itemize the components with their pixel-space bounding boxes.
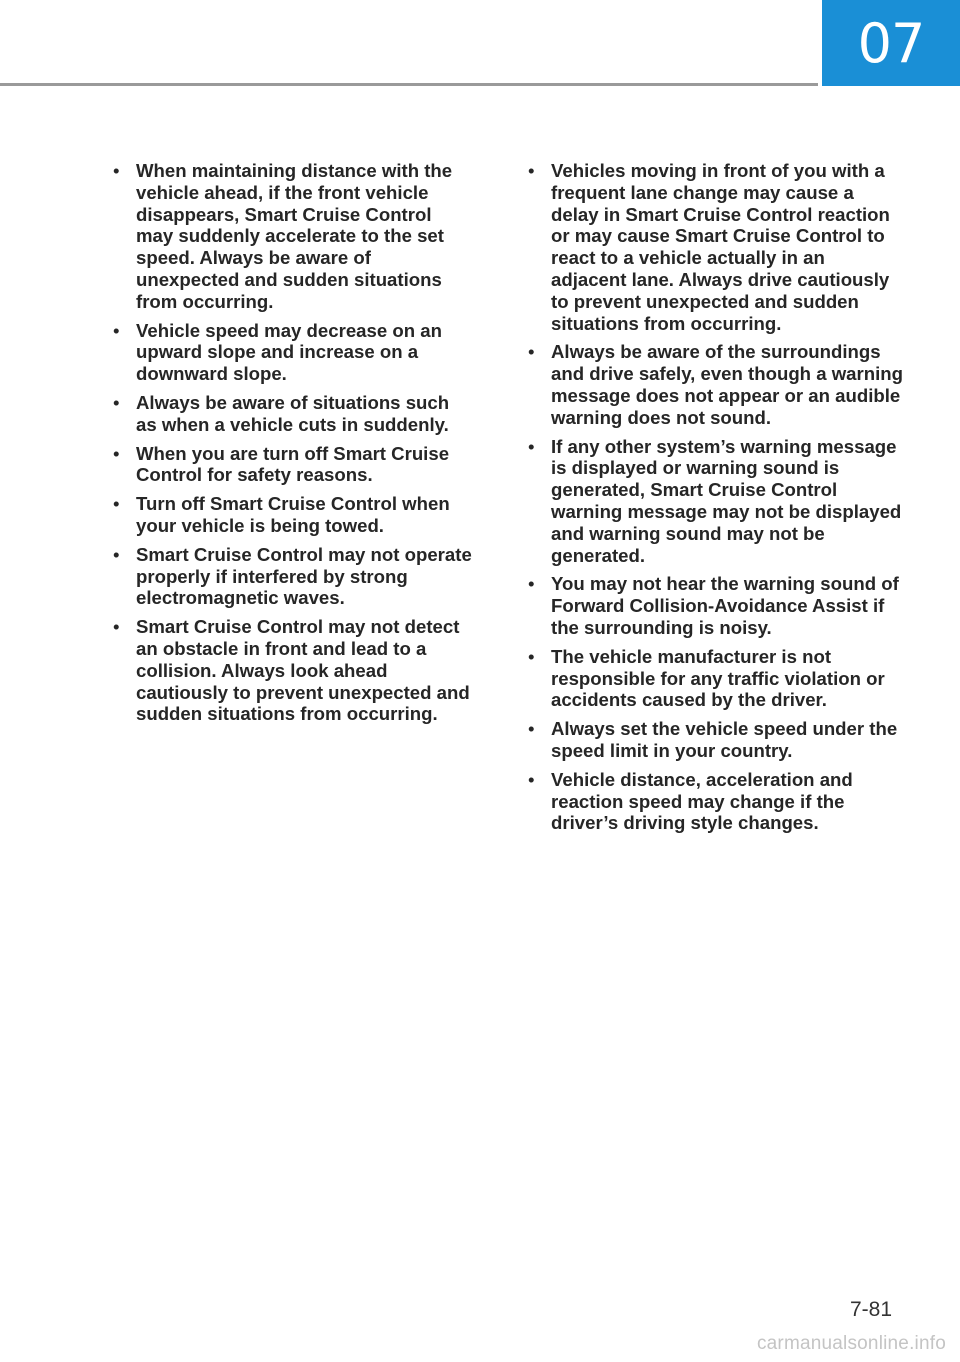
left-bullet-list	[113, 160, 473, 732]
list-item: • Vehicles moving in front of you with a frequent lane change may cause a delay in Smart Cruise Control reaction or may cause Smart Cruise Control to react to a vehicle actually in an adjacent lane. Always drive cautiously to prevent unexpected and sudden situations from occurring.	[528, 160, 904, 334]
list-item: • If any other system’s warning message is displayed or warning sound is generated, Smart Cruise Control warning message may not be displayed and warning sound may not be generated.	[528, 436, 904, 567]
header-rule	[0, 83, 818, 86]
list-item: • Smart Cruise Control may not detect an obstacle in front and lead to a collision. Always look ahead cautiously to prevent unexpected and sudden situations from occurring.	[113, 616, 473, 725]
list-item: • Always be aware of situations such as when a vehicle cuts in suddenly.	[113, 392, 473, 436]
watermark-link[interactable]: carmanualsonline.info	[756, 1333, 946, 1354]
list-item: • Always be aware of the surroundings and drive safely, even though a warning message does not appear or an audible warning does not sound.	[528, 341, 904, 428]
list-item: • When you are turn off Smart Cruise Control for safety reasons.	[113, 443, 473, 487]
list-item: • The vehicle manufacturer is not responsible for any traffic violation or accidents caused by the driver.	[528, 646, 904, 711]
right-bullet-list	[528, 160, 904, 841]
list-item: • Vehicle speed may decrease on an upward slope and increase on a downward slope.	[113, 320, 473, 385]
page-number: 7-81	[849, 1298, 892, 1321]
list-item: • Turn off Smart Cruise Control when your vehicle is being towed.	[113, 493, 473, 537]
list-item: • Smart Cruise Control may not operate properly if interfered by strong electromagnetic waves.	[113, 544, 473, 609]
list-item: • Always set the vehicle speed under the speed limit in your country.	[528, 718, 904, 762]
chapter-tab	[822, 0, 960, 86]
list-item: • Vehicle distance, acceleration and reaction speed may change if the driver’s driving style changes.	[528, 769, 904, 834]
list-item: • You may not hear the warning sound of Forward Collision-Avoidance Assist if the surrounding is noisy.	[528, 573, 904, 638]
chapter-number: 07	[857, 11, 925, 75]
list-item: • When maintaining distance with the vehicle ahead, if the front vehicle disappears, Smart Cruise Control may suddenly accelerate to the set speed. Always be aware of unexpected and sudden situations from occurring.	[113, 160, 473, 313]
